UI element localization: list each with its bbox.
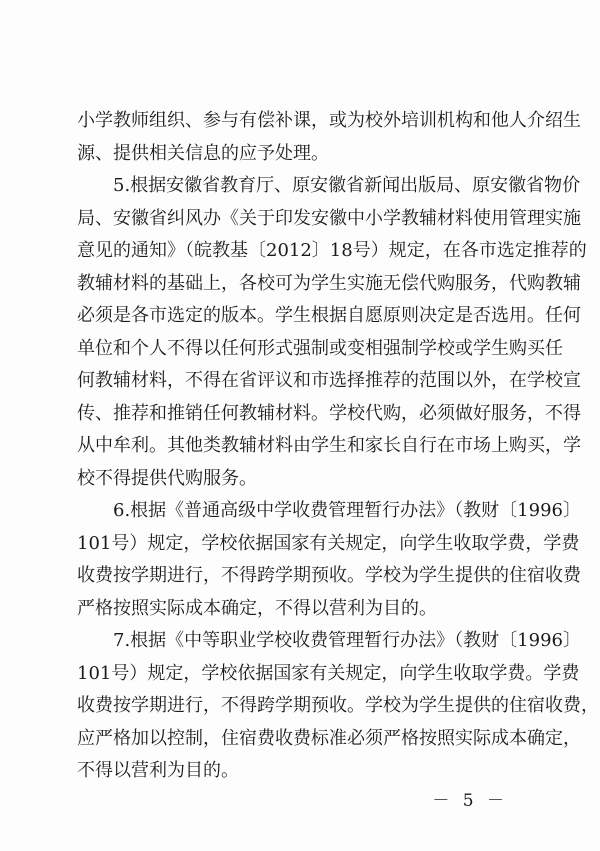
paragraph-7 [77,625,599,788]
page-number: － 5 － [432,791,508,811]
text-line: 严格按照实际成本确定，不得以营利为目的。 [77,597,437,619]
text-line: 源、提供相关信息的应予处理。 [77,142,329,164]
text-line: 收费按学期进行，不得跨学期预收。学校为学生提供的住宿收费， [77,695,599,716]
text-line: 7.根据《中等职业学校收费管理暂行办法》（教财〔1996〕 [77,630,581,651]
paragraph-5 [77,170,587,495]
text-line: 6.根据《普通高级中学收费管理暂行办法》（教财〔1996〕 [77,500,581,521]
text-line: 5.根据安徽省教育厅、原安徽省新闻出版局、原安徽省物价 [77,175,581,196]
text-line: 传、推荐和推销任何教辅材料。学校代购，必须做好服务，不得 [77,402,581,424]
paragraph-4-tail [77,105,581,170]
text-line: 101号）规定，学校依据国家有关规定，向学生收取学费，学费 [77,532,580,554]
text-line: 101号）规定，学校依据国家有关规定，向学生收取学费。学费 [77,662,580,684]
body-text [77,105,599,788]
text-line: 必须是各市选定的版本。学生根据自愿原则决定是否选用。任何 [77,305,581,326]
text-line: 应严格加以控制，住宿费收费标准必须严格按照实际成本确定， [77,727,581,749]
text-line: 校不得提供代购服务。 [77,467,257,489]
text-line: 教辅材料的基础上，各校可为学生实施无偿代购服务，代购教辅 [77,272,581,294]
text-line: 单位和个人不得以任何形式强制或变相强制学校或学生购买任 [77,337,563,359]
text-line: 收费按学期进行，不得跨学期预收。学校为学生提供的住宿收费 [77,565,581,586]
text-line: 意见的通知》（皖教基〔2012〕18号）规定，在各市选定推荐的 [77,240,587,261]
text-line: 不得以营利为目的。 [77,760,239,781]
text-line: 局、安徽省纠风办《关于印发安徽中小学教辅材料使用管理实施 [77,207,581,229]
text-line: 小学教师组织、参与有偿补课，或为校外培训机构和他人介绍生 [77,110,581,131]
text-line: 从中牟利。其他类教辅材料由学生和家长自行在市场上购买，学 [77,435,581,456]
text-line: 何教辅材料，不得在省评议和市选择推荐的范围以外，在学校宣 [77,370,581,391]
paragraph-6 [77,495,581,625]
